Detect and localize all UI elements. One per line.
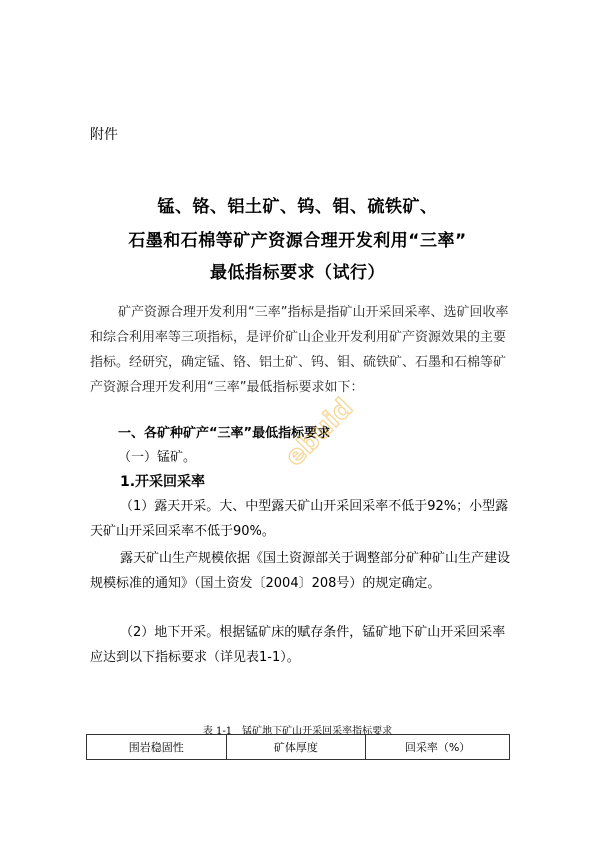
table-caption: 表 1-1 锰矿地下矿山开采回采率指标要求 [202, 726, 393, 737]
title-line-2: 石墨和石棉等矿产资源合理开发利用“三率” [128, 231, 467, 251]
section-heading: 一、各矿种矿产“三率”最低指标要求 [118, 426, 331, 441]
scale-paragraph: 露天矿山生产规模依据《国土资源部关于调整部分矿种矿山生产建设规模标准的通知》（国土资发〔2004〕208号）的规定确定。 [90, 551, 511, 591]
underground-paragraph: （2）地下开采。根据锰矿床的赋存条件，锰矿地下矿山开采回采率应达到以下指标要求（详见表1-1）。 [90, 625, 506, 665]
recovery-rate-table [86, 734, 510, 760]
table-header-cell: 回采率（%） [366, 735, 510, 760]
table-header-cell: 矿体厚度 [226, 735, 366, 760]
intro-paragraph: 矿产资源合理开发利用“三率”指标是指矿山开采回采率、选矿回收率和综合利用率等三项指标，是评价矿山企业开发利用矿产资源效果的主要指标。经研究，确定锰、铬、铝土矿、钨、钼、硫铁矿、石墨和石棉等矿产资源合理开发利用“三率”最低指标要求如下： [90, 305, 509, 395]
attachment-label: 附件 [90, 127, 118, 143]
table-header-cell: 围岩稳固性 [87, 735, 227, 760]
watermark-text: ebuid [279, 392, 360, 473]
title-line-3: 最低指标要求（试行） [210, 263, 385, 283]
subsection-heading: （一）锰矿。 [118, 450, 197, 465]
table-header-row [87, 735, 510, 760]
item-heading: 1.开采回采率 [120, 474, 206, 490]
title-line-1: 锰、铬、铝土矿、钨、钼、硫铁矿、 [157, 197, 438, 217]
open-pit-paragraph: （1）露天开采。大、中型露天矿山开采回采率不低于92%；小型露天矿山开采回采率不低于90%。 [90, 499, 509, 539]
